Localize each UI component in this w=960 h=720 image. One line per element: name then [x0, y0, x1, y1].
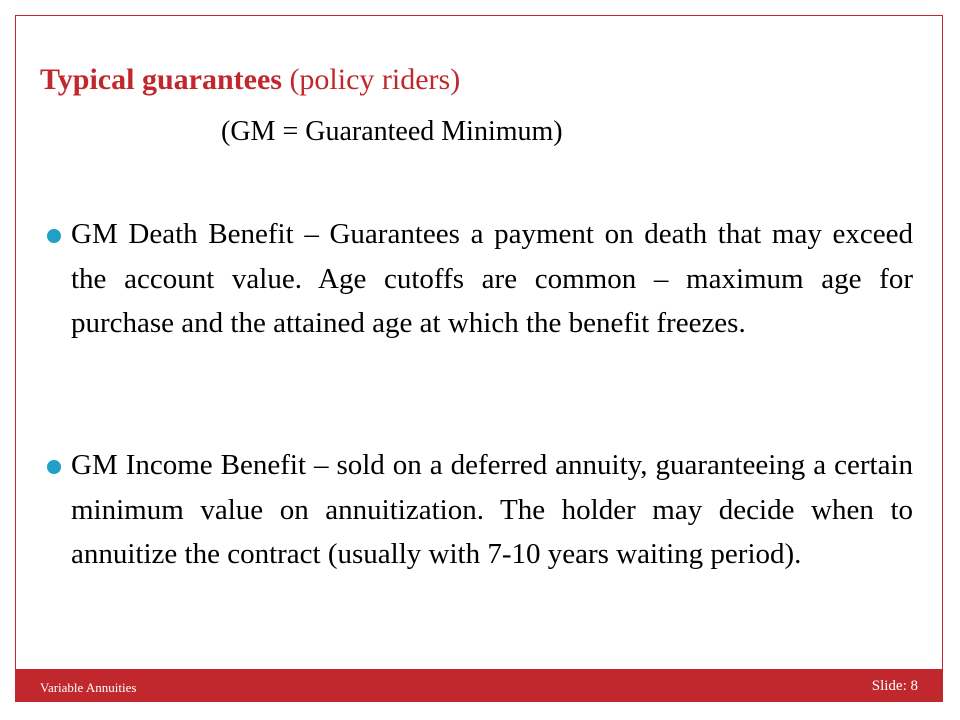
- slide-title: [40, 58, 460, 102]
- bullet-item-income-benefit: [47, 443, 913, 577]
- slide-number: Slide: 8: [871, 678, 918, 694]
- title-paren-text: (policy riders): [289, 63, 461, 96]
- bullet-dot-icon: [47, 229, 61, 243]
- bullet-text: GM Income Benefit – sold on a deferred annuity, guaranteeing a certain minimum value on annuitization. The holder may decide when to annuitize the contract (usually with 7-10 years waiting period).: [71, 449, 913, 570]
- footer-bar: [15, 669, 943, 702]
- bullet-item-death-benefit: [47, 212, 913, 346]
- slide-subtitle: (GM = Guaranteed Minimum): [221, 116, 563, 147]
- title-bold-text: Typical guarantees: [40, 63, 282, 96]
- bullet-dot-icon: [47, 460, 61, 474]
- footer-presentation-title: Variable Annuities: [40, 680, 137, 695]
- bullet-text: GM Death Benefit – Guarantees a payment on death that may exceed the account value. Age cutoffs are common – maximum age for purchase and the attained age at which the benefit freezes.: [71, 218, 913, 339]
